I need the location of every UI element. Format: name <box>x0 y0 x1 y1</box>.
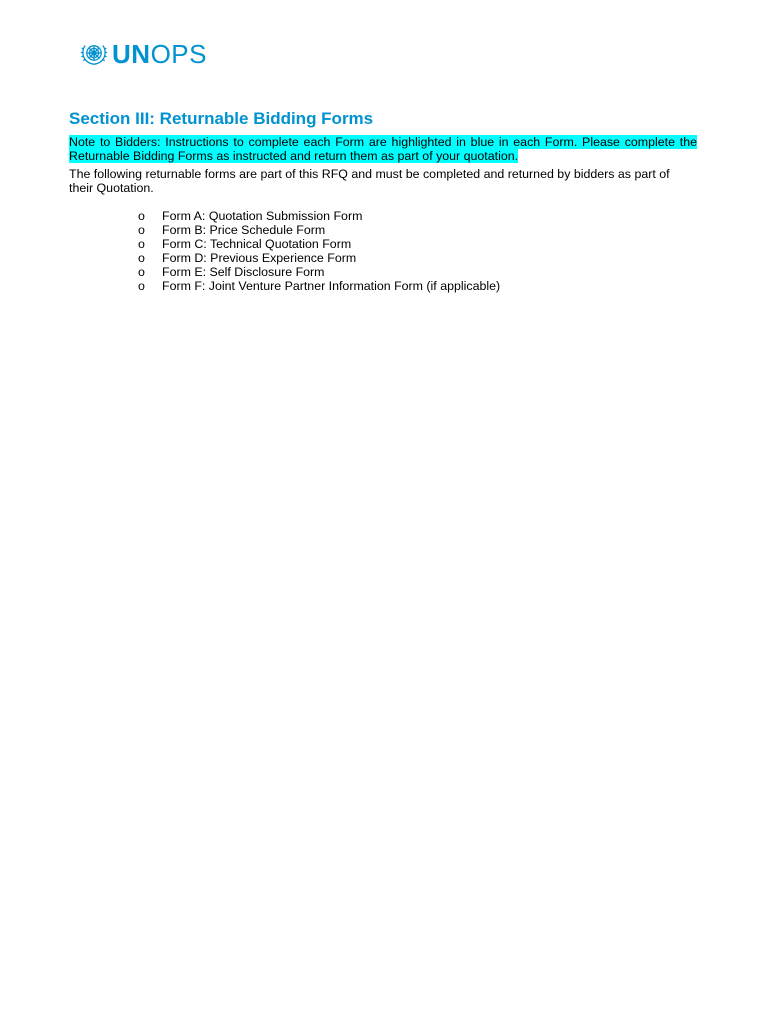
form-label: Form F: Joint Venture Partner Information Form (if applicable) <box>162 278 501 293</box>
un-emblem-icon <box>80 41 108 67</box>
list-bullet: o <box>138 209 145 223</box>
unops-logo <box>80 41 207 67</box>
intro-paragraph: The following returnable forms are part of this RFQ and must be completed and returned by bidders as part of their Quotation. <box>69 167 670 195</box>
form-label: Form D: Previous Experience Form <box>162 250 357 265</box>
returnable-forms-list <box>138 210 500 293</box>
list-bullet: o <box>138 222 145 237</box>
form-label: Form C: Technical Quotation Form <box>162 236 352 251</box>
note-highlighted-text: Note to Bidders: Instructions to complete each Form are highlighted in blue in each Form. Please complete the Returnable Bidding Forms as instructed and return them as part of your quotation. <box>69 135 697 163</box>
list-item <box>138 252 500 266</box>
list-item <box>138 280 500 294</box>
form-label: Form E: Self Disclosure Form <box>162 264 325 279</box>
form-label: Form A: Quotation Submission Form <box>162 209 363 223</box>
logo-text-ops: OPS <box>150 39 207 69</box>
note-to-bidders <box>69 136 697 164</box>
logo-text-un: UN <box>112 39 151 69</box>
section-title: Section III: Returnable Bidding Forms <box>69 109 374 128</box>
form-label: Form B: Price Schedule Form <box>162 222 326 237</box>
list-item <box>138 238 500 252</box>
list-bullet: o <box>138 264 145 279</box>
list-bullet: o <box>138 250 145 265</box>
list-bullet: o <box>138 278 145 293</box>
list-bullet: o <box>138 236 145 251</box>
logo-wordmark <box>112 41 207 67</box>
list-item <box>138 210 500 224</box>
list-item <box>138 266 500 280</box>
list-item <box>138 224 500 238</box>
